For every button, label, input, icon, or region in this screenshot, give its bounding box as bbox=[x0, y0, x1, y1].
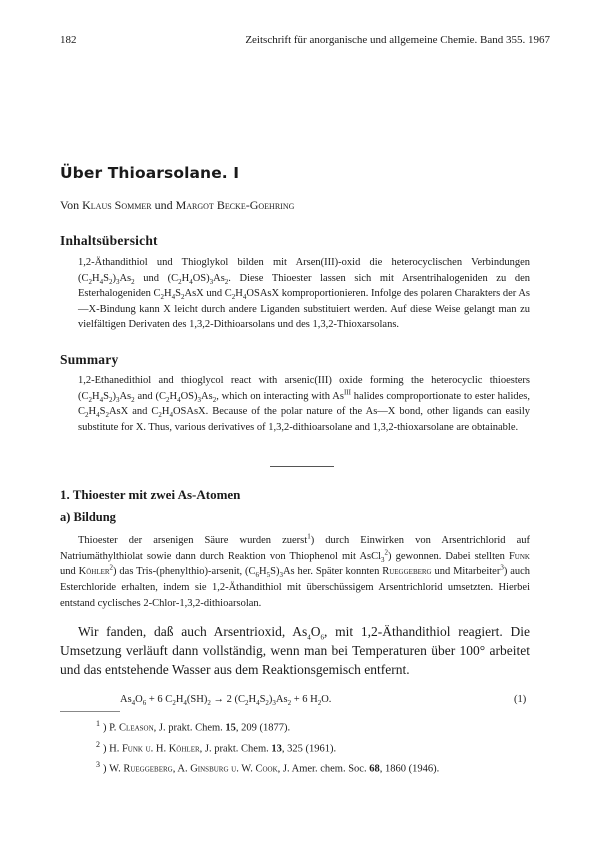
page-number: 182 bbox=[60, 34, 77, 46]
inhalt-heading: Inhaltsübersicht bbox=[60, 233, 158, 248]
footnote-2: $^2$ ) H. Funk u. H. Köhler, J. prakt. Chem. 13, 325 (1961). bbox=[96, 739, 337, 754]
footnotes bbox=[96, 716, 536, 778]
equation-number: (1) bbox=[514, 694, 527, 705]
body-paragraph-2: Wir fanden, daß auch Arsentrioxid, $As_4O_6$, mit 1,2-Äthandithiol reagiert. Die Umsetzung verläuft dann vollständig, wenn man bei Temperaturen über 100° arbeitet und das entstehende Wasser aus dem Reaktionsgemisch entfernt. bbox=[60, 624, 531, 678]
section-separator bbox=[270, 466, 334, 467]
english-summary: 1,2-Ethanedithiol and thioglycol react with arsenic(III) oxide forming the heterocyclic thioesters $(C_2H_4S_2)_3As_2$ and $(C_2H_4OS)_3As_2$, which on interacting with $As^{III}$ halides comproportionate to ester halides, $C_2H_4S_2AsX$ and $C_2H_4OSAsX$. Because of the polar nature of the As—X bond, other ligands can easily substitute for X. Thus, various derivatives of 1,3,2-dithioarsolane and 1,3,2-thioxarsolane are obtainable. bbox=[78, 375, 530, 433]
author-sommer: Klaus Sommer bbox=[82, 198, 152, 212]
journal-title: Zeitschrift für anorganische und allgemeine Chemie. Band 355. 1967 bbox=[245, 34, 550, 46]
subsection-heading: a) Bildung bbox=[60, 510, 116, 524]
footnote-rule bbox=[60, 711, 120, 712]
article-authors: Von Klaus Sommer und Margot Becke-Goehring bbox=[60, 198, 295, 212]
equation-1: $As_4O_6 + 6$ $C_2H_4(SH)_2 \to 2$ $(C_2H_4S_2)_3As_2 + 6$ $H_2O$. bbox=[120, 694, 332, 708]
author-becke-goehring: Margot Becke-Goehring bbox=[175, 198, 295, 212]
footnote-1: $^1$ ) P. Cleason, J. prakt. Chem. 15, 209 (1877). bbox=[96, 719, 291, 734]
section-heading: 1. Thioester mit zwei As-Atomen bbox=[60, 487, 241, 502]
german-abstract: 1,2-Äthandithiol und Thioglykol bilden mit Arsen(III)-oxid die heterocyclischen Verbindungen $(C_2H_4S_2)_3As_2$ und $(C_2H_4OS)_3As_2$. Diese Thioester lassen sich mit Arsentrihalogeniden zu den Esterhalogeniden $C_2H_4S_2AsX$ und $C_2H_4OSAsX$ komproportionieren. Infolge des polaren Charakters der As—X-Bindung kann X leicht durch andere Liganden substituiert werden. Auf diese Weise gelangt man zu vielfältigen Derivaten des 1,3,2-Dithioarsolans und des 1,3,2-Thioxarsolans. bbox=[78, 257, 530, 331]
footnote-3: $^3$ ) W. Rueggeberg, A. Ginsburg u. W. Cook, J. Amer. chem. Soc. 68, 1860 (1946). bbox=[96, 760, 440, 775]
summary-heading: Summary bbox=[60, 352, 119, 367]
article-title: Über Thioarsolane. I bbox=[60, 164, 240, 182]
body-paragraph-1: Thioester der arsenigen Säure wurden zuerst$^1$) durch Einwirken von Arsentrichlorid auf Natriumäthylthiolat sowie dann durch Reaktion von Thiophenol mit AsCl$_3^2$) gewonnen. Dabei stellten Funk und Köhler$^2$) das Tris-(phenylthio)-arsenit, $(C_6H_5S)_3As$ her. Später konnten Rueggeberg und Mitarbeiter$^3$) auch Esterchloride erhalten, indem sie 1,2-Äthandithiol mit überschüssigem Arsentrichlorid umsetzten. Hierbei entstand cyclisches 2-Chlor-1,3,2-dithioarsolan. bbox=[60, 532, 531, 609]
